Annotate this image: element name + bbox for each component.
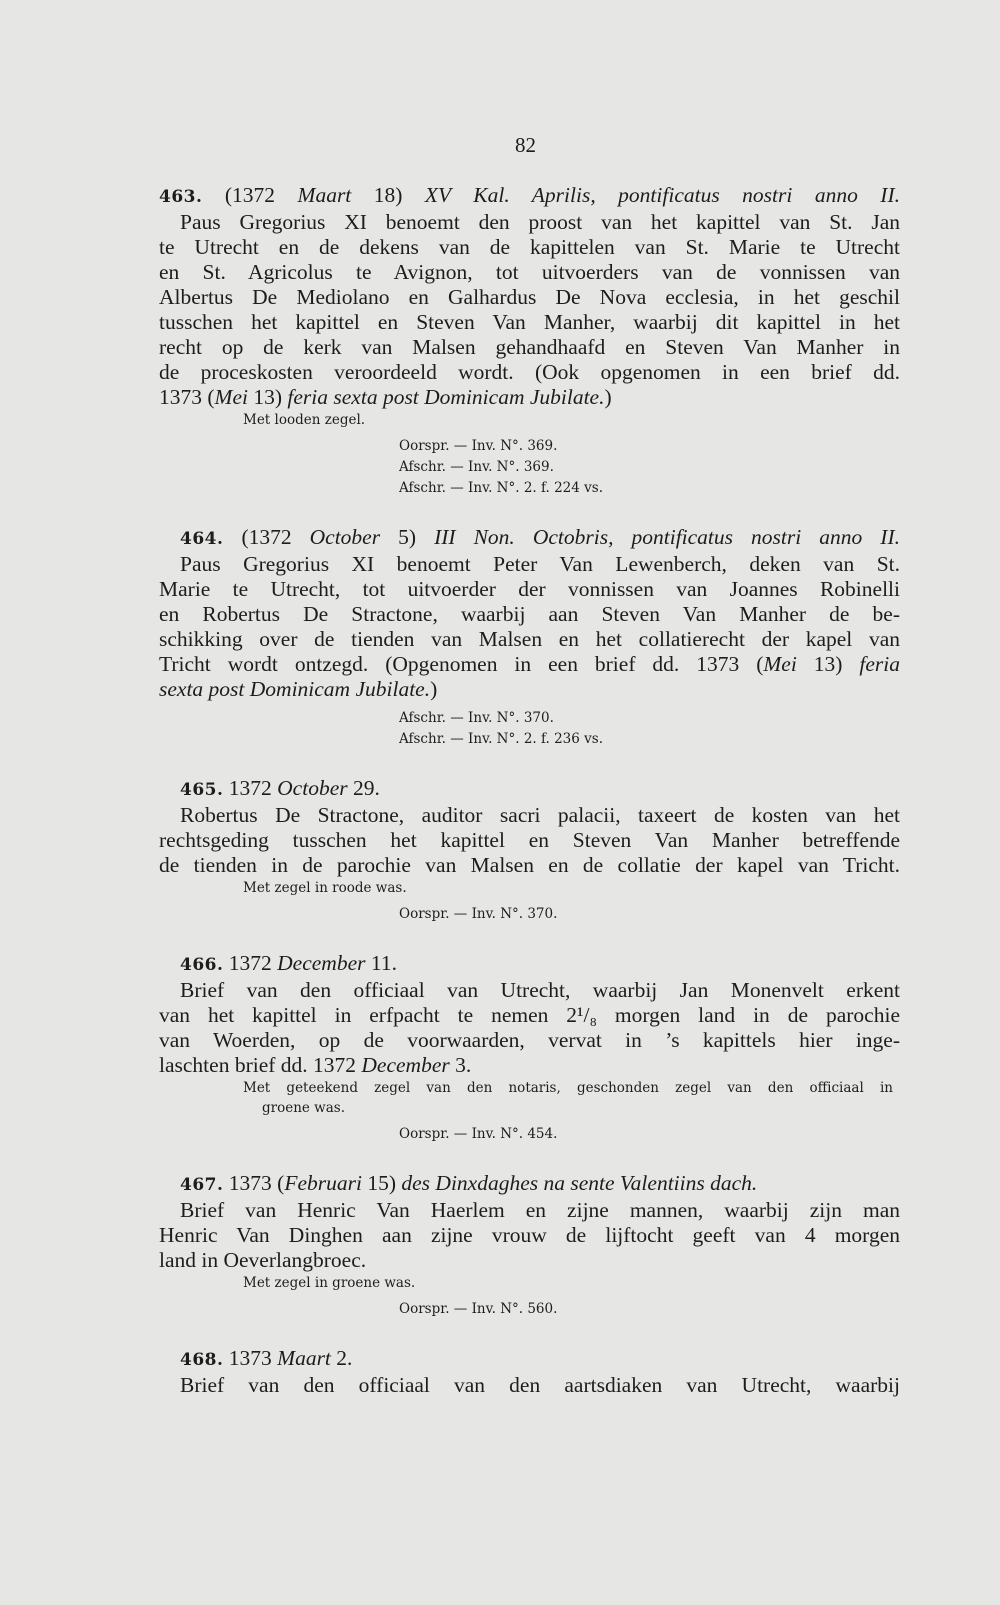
entry-text-line xyxy=(159,677,900,702)
text-fragment: 13) xyxy=(796,652,860,676)
entry-header xyxy=(159,525,900,552)
entry-text-line: Henric Van Dinghen aan zijne vrouw de lijftocht geeft van 4 morgen xyxy=(159,1223,900,1247)
archive-reference: Oorspr. — Inv. N°. 560. xyxy=(399,1301,558,1317)
text-fragment: ) xyxy=(430,677,438,701)
entry-465 xyxy=(159,776,900,925)
entry-number: 467. xyxy=(180,1175,224,1195)
entry-466 xyxy=(159,951,900,1145)
entry-header xyxy=(159,1346,900,1373)
archive-reference: Oorspr. — Inv. N°. 369. xyxy=(399,438,558,454)
seal-note: Met geteekend zegel van den notaris, geschonden zegel van den officiaal in xyxy=(243,1080,893,1096)
entry-text-line: Marie te Utrecht, tot uitvoerder der vonnissen van Joannes Robinelli xyxy=(159,577,900,601)
archive-reference: Afschr. — Inv. N°. 2. f. 224 vs. xyxy=(399,480,603,496)
entry-468 xyxy=(159,1346,900,1398)
entry-text-line: de tienden in de parochie van Malsen en de collatie der kapel van Tricht. xyxy=(159,853,900,877)
archive-reference: Oorspr. — Inv. N°. 370. xyxy=(399,906,558,922)
spacer xyxy=(159,1320,900,1346)
entry-header xyxy=(159,776,900,803)
entry-text-line: van het kapittel in erfpacht te nemen 2¹/₈ morgen land in de parochie xyxy=(159,1003,900,1027)
entry-header xyxy=(159,951,900,978)
text-fragment: December xyxy=(361,1053,450,1077)
text-fragment: feria xyxy=(859,652,900,676)
header-latin-date: des Dinxdaghes na sente Valentiins dach. xyxy=(401,1171,758,1195)
header-day: 5) xyxy=(380,525,435,549)
archive-reference: Afschr. — Inv. N°. 370. xyxy=(399,710,554,726)
header-month: Februari xyxy=(284,1171,362,1195)
text-fragment: Mei xyxy=(214,385,248,409)
entry-text-line: Brief van den officiaal van den aartsdiaken van Utrecht, waarbij xyxy=(180,1373,900,1397)
entry-text-line: Albertus De Mediolano en Galhardus De Nova ecclesia, in het geschil xyxy=(159,285,900,309)
entry-number: 468. xyxy=(180,1350,224,1370)
entry-text-line: Paus Gregorius XI benoemt den proost van het kapittel van St. Jan xyxy=(180,210,900,234)
entry-text-line: rechtsgeding tusschen het kapittel en Steven Van Manher betreffende xyxy=(159,828,900,852)
header-latin-date: XV Kal. Aprilis, pontificatus nostri anno II. xyxy=(424,183,900,207)
entry-text-line: recht op de kerk van Malsen gehandhaafd en Steven Van Manher in xyxy=(159,335,900,359)
header-day: 2. xyxy=(330,1346,353,1370)
entry-463 xyxy=(159,183,900,499)
spacer xyxy=(159,499,900,525)
archive-reference: Afschr. — Inv. N°. 369. xyxy=(399,459,554,475)
entry-number: 466. xyxy=(180,955,224,975)
header-date: (1372 xyxy=(223,525,310,549)
page-number: 82 xyxy=(515,133,536,157)
seal-note: Met zegel in groene was. xyxy=(243,1275,416,1291)
header-month: December xyxy=(277,951,366,975)
header-month: Maart xyxy=(277,1346,331,1370)
entry-text-line: Brief van den officiaal van Utrecht, waarbij Jan Monenvelt erkent xyxy=(180,978,900,1002)
header-month: Maart xyxy=(297,183,352,207)
header-day: 18) xyxy=(351,183,425,207)
entry-number: 465. xyxy=(180,780,224,800)
seal-note: Met looden zegel. xyxy=(243,412,366,428)
entry-text-line: Robertus De Stractone, auditor sacri palacii, taxeert de kosten van het xyxy=(180,803,900,827)
entry-number: 464. xyxy=(180,529,224,549)
text-fragment: ) xyxy=(604,385,612,409)
header-date: 1373 xyxy=(223,1346,278,1370)
header-day: 29. xyxy=(347,776,380,800)
text-fragment: laschten brief dd. 1372 xyxy=(159,1053,362,1077)
text-fragment: 1373 ( xyxy=(159,385,215,409)
entry-text-line: land in Oeverlangbroec. xyxy=(159,1248,367,1272)
archive-reference: Oorspr. — Inv. N°. 454. xyxy=(399,1126,558,1142)
spacer xyxy=(159,1145,900,1171)
archive-reference: Afschr. — Inv. N°. 2. f. 236 vs. xyxy=(399,731,603,747)
header-month: October xyxy=(309,525,381,549)
header-date: 1372 xyxy=(223,776,278,800)
text-fragment: sexta post Dominicam Jubilate. xyxy=(159,677,431,701)
entry-header xyxy=(159,183,900,210)
header-date: (1372 xyxy=(202,183,298,207)
entry-header xyxy=(159,1171,900,1198)
entry-text-line: en Robertus De Stractone, waarbij aan Steven Van Manher de be- xyxy=(159,602,900,626)
header-day: 15) xyxy=(361,1171,402,1195)
text-column xyxy=(159,183,900,1398)
seal-note: groene was. xyxy=(262,1100,346,1116)
entry-text-line: Paus Gregorius XI benoemt Peter Van Lewenberch, deken van St. xyxy=(180,552,900,576)
header-day: 11. xyxy=(365,951,397,975)
entry-text-line xyxy=(159,385,900,410)
entry-number: 463. xyxy=(159,187,203,207)
entry-text-line xyxy=(159,1053,900,1078)
header-latin-date: III Non. Octobris, pontificatus nostri anno II. xyxy=(434,525,900,549)
spacer xyxy=(159,925,900,951)
header-month: October xyxy=(277,776,348,800)
entry-text-line xyxy=(159,652,900,677)
entry-text-line: schikking over de tienden van Malsen en het collatierecht der kapel van xyxy=(159,627,900,651)
entry-text-line: de proceskosten veroordeeld wordt. (Ook opgenomen in een brief dd. xyxy=(159,360,900,384)
entry-text-line: Brief van Henric Van Haerlem en zijne mannen, waarbij zijn man xyxy=(180,1198,900,1222)
entry-467 xyxy=(159,1171,900,1320)
entry-text-line: van Woerden, op de voorwaarden, vervat in ’s kapittels hier inge- xyxy=(159,1028,900,1052)
entry-464 xyxy=(159,525,900,750)
header-date: 1372 xyxy=(223,951,278,975)
text-fragment: Mei xyxy=(763,652,797,676)
text-fragment: 3. xyxy=(449,1053,472,1077)
spacer xyxy=(159,750,900,776)
text-fragment: Tricht wordt ontzegd. (Opgenomen in een brief dd. 1373 ( xyxy=(159,652,764,676)
entry-text-line: en St. Agricolus te Avignon, tot uitvoerders van de vonnissen van xyxy=(159,260,900,284)
header-date: 1373 ( xyxy=(223,1171,285,1195)
seal-note: Met zegel in roode was. xyxy=(243,880,407,896)
text-fragment: feria sexta post Dominicam Jubilate. xyxy=(287,385,605,409)
entry-text-line: te Utrecht en de dekens van de kapittelen van St. Marie te Utrecht xyxy=(159,235,900,259)
entry-text-line: tusschen het kapittel en Steven Van Manher, waarbij dit kapittel in het xyxy=(159,310,900,334)
text-fragment: 13) xyxy=(247,385,288,409)
